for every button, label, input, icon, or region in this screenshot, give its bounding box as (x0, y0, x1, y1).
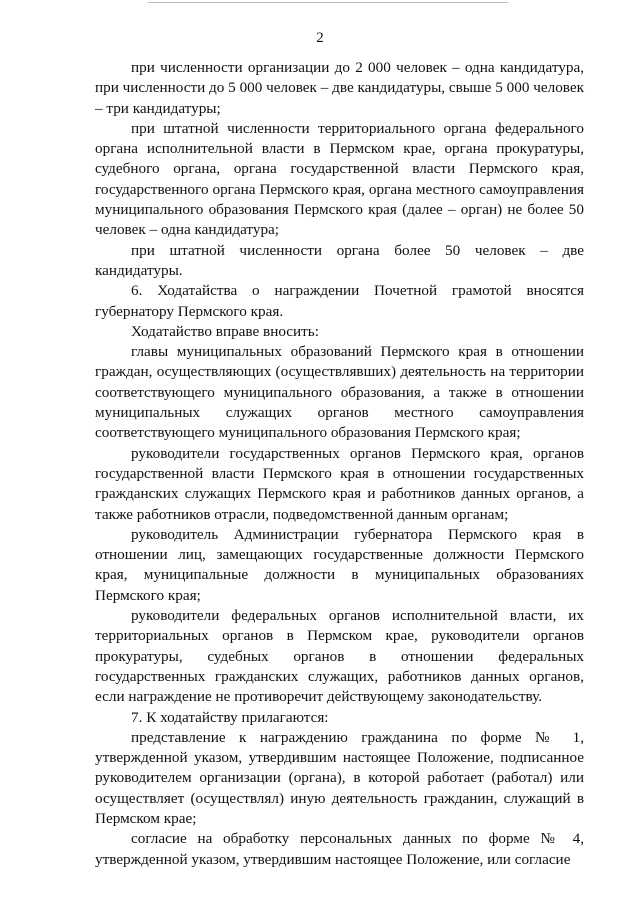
paragraph-form-1-submission: представление к награждению гражданина по форме № 1, утвержденной указом, утвердившим настоящее Положение, подписанное руководителем организации (органа), в которой работает (работал) или осуществляет (осуществлял) иную деятельность гражданин, служащий в Пермском крае; (95, 728, 584, 827)
paragraph-item-7: 7. К ходатайству прилагаются: (131, 708, 329, 726)
paragraph-item-6: 6. Ходатайства о награждении Почетной грамотой вносятся губернатору Пермского края. (95, 282, 584, 320)
paragraph-federal-body-heads: руководители федеральных органов исполнительной власти, их территориальных органов в Пермском крае, руководители органов прокуратуры, судебных органов в отношении федеральных государственных гражданских служащих, работников данных органов, если награждение не противоречит действующему законодательству. (95, 607, 584, 706)
paragraph-staff-count-territorial-body: при штатной численности территориального органа федерального органа исполнительной власти в Пермском крае, органа прокуратуры, судебного органа, органа государственной власти Пермского края, государственного органа Пермского края, органа местного самоуправления муниципального образования Пермского края (далее – орган) не более 50 человек – одна кандидатура; (95, 119, 584, 239)
paragraph-staff-count-organization: при численности организации до 2 000 человек – одна кандидатура, при численности до 5 000 человек – две кандидатуры, свыше 5 000 человек – три кандидатуры; (95, 59, 584, 117)
paragraph-staff-count-over-50: при штатной численности органа более 50 человек – две кандидатуры. (95, 241, 584, 279)
paragraph-governor-administration-head: руководитель Администрации губернатора Пермского края в отношении лиц, замещающих государственные должности Пермского края, муниципальные должности в муниципальных образованиях Пермского края; (95, 525, 584, 604)
paragraph-state-body-heads: руководители государственных органов Пермского края, органов государственной власти Пермского края в отношении государственных гражданских служащих Пермского края и работников данных органов, а также работников отрасли, подведомственной данным органам; (95, 444, 584, 523)
document-body (95, 58, 584, 870)
top-rule (148, 2, 508, 3)
page-number: 2 (316, 30, 324, 46)
paragraph-municipal-heads: главы муниципальных образований Пермского края в отношении граждан, осуществляющих (осуществлявших) деятельность на территории соответствующего муниципального образования, а также в отношении муниципальных служащих органов местного самоуправления соответствующего муниципального образования Пермского края; (95, 343, 584, 442)
paragraph-petition-right: Ходатайство вправе вносить: (131, 322, 319, 340)
paragraph-form-4-consent: согласие на обработку персональных данных по форме № 4, утвержденной указом, утвердившим настоящее Положение, или согласие (95, 830, 584, 868)
